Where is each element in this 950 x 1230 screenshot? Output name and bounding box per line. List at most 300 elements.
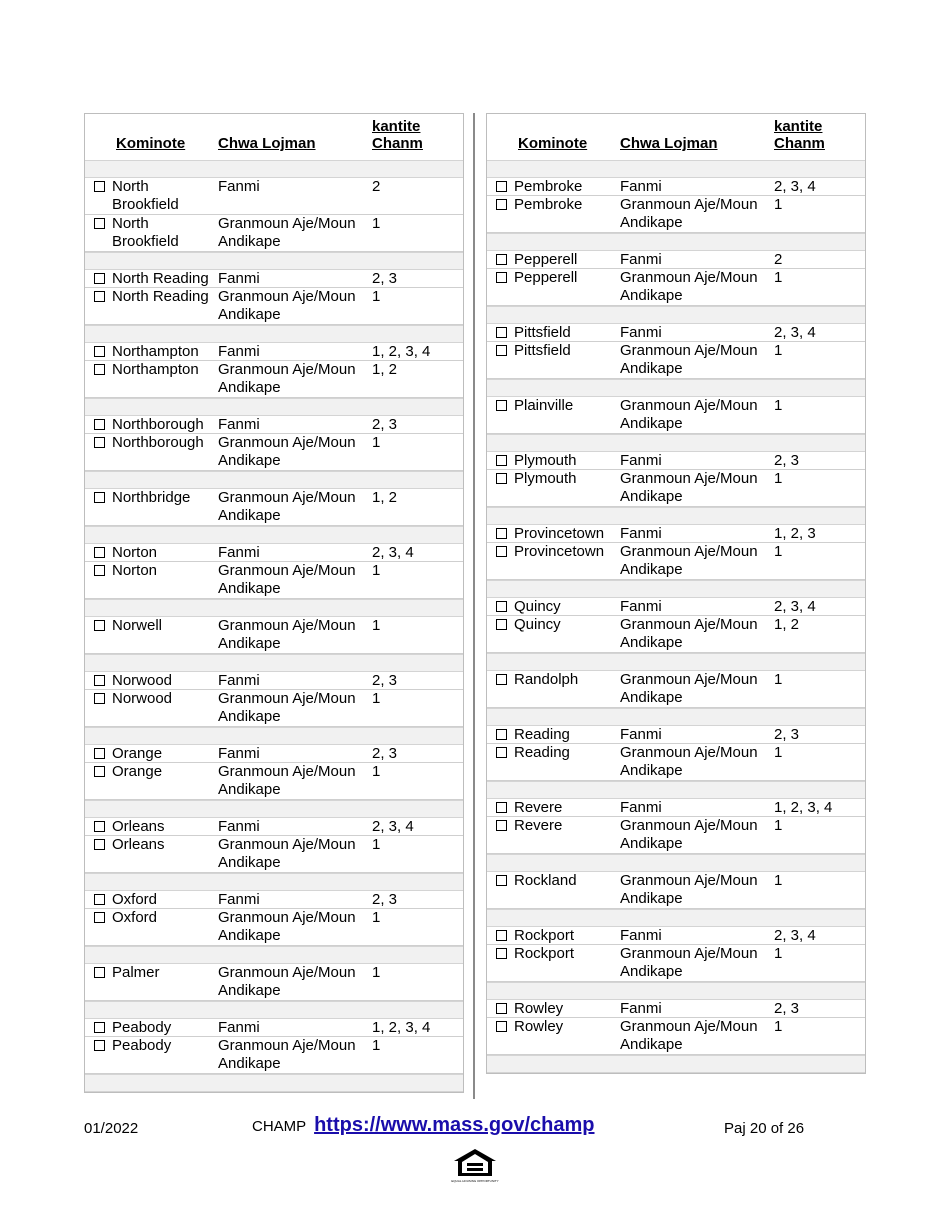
kominote-text: Plainville — [514, 397, 574, 414]
table-header — [85, 114, 463, 160]
separator-row — [85, 252, 463, 270]
cell-kantite-chanm: 1 — [774, 1018, 783, 1035]
cell-kantite-chanm: 1 — [372, 215, 381, 232]
cell-kantite-chanm: 1 — [774, 269, 783, 286]
header-kantite-chanm: kantite Chanm — [372, 118, 423, 152]
cell-kominote — [487, 872, 620, 908]
cell-kantite-chanm: 1, 2, 3, 4 — [372, 1019, 431, 1036]
checkbox[interactable] — [496, 875, 507, 886]
cell-kominote — [487, 799, 620, 816]
cell-chwa-lojman: Granmoun Aje/Moun Andikape — [620, 945, 758, 980]
checkbox[interactable] — [496, 674, 507, 685]
kominote-text: Randolph — [514, 671, 579, 688]
separator-row — [85, 727, 463, 745]
cell-chwa-lojman: Fanmi — [620, 178, 662, 195]
kominote-text: Revere — [514, 817, 563, 834]
cell-chwa-lojman: Fanmi — [218, 745, 260, 762]
table-header — [487, 114, 865, 160]
kominote-text: Quincy — [514, 598, 561, 615]
table-row — [85, 416, 463, 434]
table-row — [85, 270, 463, 288]
checkbox[interactable] — [94, 437, 105, 448]
cell-chwa-lojman: Granmoun Aje/Moun Andikape — [218, 434, 356, 469]
cell-kantite-chanm: 1 — [372, 836, 381, 853]
cell-kantite-chanm: 2, 3 — [774, 726, 800, 743]
kominote-text: Rockland — [514, 872, 577, 889]
table-row — [487, 251, 865, 269]
kominote-text: Reading — [514, 726, 570, 743]
separator-row — [487, 1055, 865, 1073]
header-chwa-lojman: Chwa Lojman — [218, 135, 316, 152]
cell-chwa-lojman: Granmoun Aje/Moun Andikape — [218, 909, 356, 944]
cell-kominote — [487, 616, 620, 652]
checkbox[interactable] — [94, 492, 105, 503]
separator-row — [487, 507, 865, 525]
kominote-text: Rowley — [514, 1000, 564, 1017]
cell-kantite-chanm: 1 — [372, 909, 381, 926]
table-row — [487, 470, 865, 507]
cell-kominote — [487, 178, 620, 195]
table-row — [85, 745, 463, 763]
cell-kominote — [85, 288, 218, 324]
cell-kominote — [487, 671, 620, 707]
cell-chwa-lojman: Fanmi — [218, 416, 260, 433]
cell-kominote — [85, 891, 218, 908]
cell-kantite-chanm: 2, 3 — [372, 416, 398, 433]
cell-chwa-lojman: Granmoun Aje/Moun Andikape — [218, 361, 356, 396]
cell-kominote — [487, 744, 620, 780]
header-kominote: Kominote — [116, 135, 186, 152]
checkbox[interactable] — [94, 675, 105, 686]
cell-chwa-lojman: Granmoun Aje/Moun Andikape — [620, 397, 758, 432]
kominote-text: Pittsfield — [514, 324, 571, 341]
table-row — [85, 763, 463, 800]
cell-kominote — [85, 361, 218, 397]
checkbox[interactable] — [94, 821, 105, 832]
kominote-text: Rockport — [514, 927, 575, 944]
cell-chwa-lojman: Granmoun Aje/Moun Andikape — [218, 836, 356, 871]
cell-chwa-lojman: Fanmi — [218, 818, 260, 835]
cell-chwa-lojman: Fanmi — [218, 270, 260, 287]
footer-date: 01/2022 — [84, 1120, 139, 1137]
cell-kominote — [487, 543, 620, 579]
kominote-text: Norwood — [112, 690, 173, 707]
cell-kantite-chanm: 2, 3, 4 — [774, 598, 816, 615]
cell-kominote — [487, 945, 620, 981]
separator-row — [487, 233, 865, 251]
cell-chwa-lojman: Fanmi — [620, 324, 662, 341]
separator-row — [487, 434, 865, 452]
cell-kominote — [85, 178, 218, 214]
kominote-text: North Brookfield — [112, 215, 179, 250]
kominote-text: Northborough — [112, 416, 204, 433]
kominote-text: North Reading — [112, 270, 209, 287]
kominote-text: Norwell — [112, 617, 163, 634]
checkbox[interactable] — [496, 1003, 507, 1014]
cell-chwa-lojman: Granmoun Aje/Moun Andikape — [620, 543, 758, 578]
cell-kominote — [487, 452, 620, 469]
cell-kantite-chanm: 1 — [774, 945, 783, 962]
checkbox[interactable] — [94, 218, 105, 229]
separator-row — [487, 306, 865, 324]
checkbox[interactable] — [94, 419, 105, 430]
page-number: Paj 20 of 26 — [724, 1120, 805, 1137]
cell-kantite-chanm: 1, 2 — [774, 616, 800, 633]
kominote-text: Orleans — [112, 836, 165, 853]
table-row — [487, 397, 865, 434]
checkbox[interactable] — [496, 619, 507, 630]
cell-chwa-lojman: Granmoun Aje/Moun Andikape — [218, 288, 356, 323]
cell-kominote — [487, 1018, 620, 1054]
cell-kominote — [85, 617, 218, 653]
cell-chwa-lojman: Granmoun Aje/Moun Andikape — [218, 489, 356, 524]
kominote-text: Norwood — [112, 672, 173, 689]
checkbox[interactable] — [496, 546, 507, 557]
checkbox[interactable] — [94, 346, 105, 357]
kominote-text: Pembroke — [514, 178, 583, 195]
table-row — [487, 927, 865, 945]
cell-kominote — [487, 817, 620, 853]
cell-chwa-lojman: Granmoun Aje/Moun Andikape — [218, 215, 356, 250]
table-row — [487, 744, 865, 781]
cell-chwa-lojman: Granmoun Aje/Moun Andikape — [620, 470, 758, 505]
checkbox[interactable] — [496, 930, 507, 941]
cell-chwa-lojman: Fanmi — [620, 452, 662, 469]
separator-row — [85, 526, 463, 544]
cell-kantite-chanm: 2, 3 — [372, 270, 398, 287]
cell-chwa-lojman: Fanmi — [218, 544, 260, 561]
kominote-text: Norton — [112, 544, 158, 561]
cell-chwa-lojman: Fanmi — [620, 799, 662, 816]
table-row — [487, 269, 865, 306]
checkbox[interactable] — [496, 455, 507, 466]
cell-kantite-chanm: 1 — [774, 543, 783, 560]
checkbox[interactable] — [94, 547, 105, 558]
cell-kominote — [85, 562, 218, 598]
kominote-text: North Reading — [112, 288, 209, 305]
cell-chwa-lojman: Fanmi — [218, 343, 260, 360]
table-right — [486, 113, 866, 1074]
kominote-text: Rowley — [514, 1018, 564, 1035]
checkbox[interactable] — [94, 273, 105, 284]
table-row — [487, 1000, 865, 1018]
cell-kominote — [85, 544, 218, 561]
cell-chwa-lojman: Fanmi — [620, 525, 662, 542]
cell-kantite-chanm: 1 — [372, 434, 381, 451]
cell-kantite-chanm: 1 — [372, 964, 381, 981]
cell-kantite-chanm: 1 — [774, 744, 783, 761]
checkbox[interactable] — [496, 199, 507, 210]
kominote-text: Northborough — [112, 434, 204, 451]
cell-chwa-lojman: Granmoun Aje/Moun Andikape — [620, 342, 758, 377]
separator-row — [85, 946, 463, 964]
checkbox[interactable] — [94, 1040, 105, 1051]
checkbox[interactable] — [94, 620, 105, 631]
checkbox[interactable] — [496, 254, 507, 265]
separator-row — [85, 800, 463, 818]
checkbox[interactable] — [94, 839, 105, 850]
checkbox[interactable] — [496, 601, 507, 612]
kominote-text: Quincy — [514, 616, 561, 633]
cell-kantite-chanm: 2, 3, 4 — [372, 818, 414, 835]
cell-kominote — [487, 196, 620, 232]
cell-kantite-chanm: 2, 3, 4 — [774, 324, 816, 341]
table-row — [85, 1037, 463, 1074]
cell-kantite-chanm: 1 — [774, 872, 783, 889]
checkbox[interactable] — [496, 802, 507, 813]
cell-kominote — [85, 416, 218, 433]
cell-chwa-lojman: Fanmi — [620, 598, 662, 615]
table-row — [85, 178, 463, 215]
cell-chwa-lojman: Granmoun Aje/Moun Andikape — [218, 964, 356, 999]
kominote-text: Palmer — [112, 964, 160, 981]
header-kominote: Kominote — [518, 135, 588, 152]
checkbox[interactable] — [94, 1022, 105, 1033]
cell-kantite-chanm: 2, 3 — [372, 891, 398, 908]
cell-kominote — [487, 598, 620, 615]
separator-row — [85, 654, 463, 672]
table-row — [487, 525, 865, 543]
cell-kantite-chanm: 2, 3, 4 — [774, 927, 816, 944]
cell-kantite-chanm: 1, 2, 3, 4 — [372, 343, 431, 360]
checkbox[interactable] — [94, 967, 105, 978]
kominote-text: Orange — [112, 745, 163, 762]
kominote-text: Reading — [514, 744, 570, 761]
table-row — [85, 909, 463, 946]
separator-row — [487, 781, 865, 799]
table-row — [487, 1018, 865, 1055]
table-row — [487, 324, 865, 342]
table-row — [85, 891, 463, 909]
checkbox[interactable] — [496, 1021, 507, 1032]
cell-kantite-chanm: 1, 2, 3 — [774, 525, 816, 542]
kominote-text: Oxford — [112, 909, 158, 926]
checkbox[interactable] — [94, 565, 105, 576]
cell-kominote — [487, 342, 620, 378]
cell-kominote — [487, 927, 620, 944]
cell-kantite-chanm: 1 — [774, 470, 783, 487]
table-body — [85, 160, 463, 1092]
champ-link[interactable]: https://www.mass.gov/champ — [314, 1114, 595, 1136]
checkbox[interactable] — [94, 364, 105, 375]
separator-row — [487, 580, 865, 598]
separator-row — [85, 873, 463, 891]
checkbox[interactable] — [496, 820, 507, 831]
cell-chwa-lojman: Granmoun Aje/Moun Andikape — [218, 617, 356, 652]
checkbox[interactable] — [496, 747, 507, 758]
separator-row — [85, 325, 463, 343]
cell-kantite-chanm: 2 — [372, 178, 381, 195]
cell-kominote — [85, 909, 218, 945]
cell-kantite-chanm: 1 — [774, 671, 783, 688]
table-row — [85, 964, 463, 1001]
cell-chwa-lojman: Fanmi — [620, 1000, 662, 1017]
table-row — [487, 196, 865, 233]
cell-chwa-lojman: Granmoun Aje/Moun Andikape — [620, 269, 758, 304]
cell-chwa-lojman: Granmoun Aje/Moun Andikape — [620, 671, 758, 706]
cell-chwa-lojman: Granmoun Aje/Moun Andikape — [218, 562, 356, 597]
cell-chwa-lojman: Granmoun Aje/Moun Andikape — [218, 1037, 356, 1072]
cell-kantite-chanm: 1, 2, 3, 4 — [774, 799, 833, 816]
cell-chwa-lojman: Granmoun Aje/Moun Andikape — [620, 616, 758, 651]
kominote-text: Peabody — [112, 1037, 172, 1054]
cell-kominote — [85, 964, 218, 1000]
cell-kominote — [85, 434, 218, 470]
cell-kominote — [85, 836, 218, 872]
separator-row — [85, 471, 463, 489]
cell-kominote — [487, 324, 620, 341]
kominote-text: Plymouth — [514, 470, 577, 487]
table-row — [487, 726, 865, 744]
kominote-text: Rockport — [514, 945, 575, 962]
cell-kominote — [487, 269, 620, 305]
cell-kantite-chanm: 1 — [372, 288, 381, 305]
checkbox[interactable] — [94, 894, 105, 905]
cell-kominote — [487, 397, 620, 433]
checkbox[interactable] — [496, 327, 507, 338]
checkbox[interactable] — [496, 272, 507, 283]
kominote-text: Pepperell — [514, 269, 578, 286]
header-chwa-lojman: Chwa Lojman — [620, 135, 718, 152]
cell-kominote — [85, 672, 218, 689]
kominote-text: Norton — [112, 562, 158, 579]
table-row — [85, 343, 463, 361]
cell-kominote — [85, 343, 218, 360]
cell-kantite-chanm: 2, 3 — [774, 452, 800, 469]
kominote-text: Northbridge — [112, 489, 191, 506]
kominote-text: Provincetown — [514, 525, 605, 542]
cell-chwa-lojman: Fanmi — [620, 927, 662, 944]
cell-kominote — [85, 818, 218, 835]
kominote-text: Provincetown — [514, 543, 605, 560]
cell-kantite-chanm: 1 — [774, 196, 783, 213]
cell-kominote — [487, 1000, 620, 1017]
table-row — [487, 872, 865, 909]
separator-row — [85, 1074, 463, 1092]
cell-kantite-chanm: 2, 3 — [372, 672, 398, 689]
checkbox[interactable] — [496, 181, 507, 192]
checkbox[interactable] — [94, 291, 105, 302]
separator-row — [487, 909, 865, 927]
separator-row — [487, 160, 865, 178]
checkbox[interactable] — [94, 912, 105, 923]
cell-kantite-chanm: 1 — [372, 562, 381, 579]
table-row — [85, 836, 463, 873]
cell-chwa-lojman: Granmoun Aje/Moun Andikape — [620, 1018, 758, 1053]
cell-kominote — [85, 1037, 218, 1073]
separator-row — [487, 982, 865, 1000]
checkbox[interactable] — [496, 948, 507, 959]
table-row — [85, 215, 463, 252]
table-row — [487, 178, 865, 196]
kominote-text: North Brookfield — [112, 178, 179, 213]
cell-chwa-lojman: Fanmi — [218, 891, 260, 908]
cell-kantite-chanm: 2, 3, 4 — [774, 178, 816, 195]
table-row — [85, 361, 463, 398]
separator-row — [85, 599, 463, 617]
table-row — [487, 817, 865, 854]
footer-champ — [252, 1114, 595, 1137]
kominote-text: Pepperell — [514, 251, 578, 268]
table-row — [85, 434, 463, 471]
cell-kominote — [487, 470, 620, 506]
cell-chwa-lojman: Granmoun Aje/Moun Andikape — [620, 872, 758, 907]
cell-kominote — [85, 763, 218, 799]
checkbox[interactable] — [94, 748, 105, 759]
cell-kantite-chanm: 1 — [372, 617, 381, 634]
cell-kantite-chanm: 2, 3 — [774, 1000, 800, 1017]
separator-row — [85, 160, 463, 178]
cell-chwa-lojman: Fanmi — [218, 672, 260, 689]
table-row — [85, 617, 463, 654]
cell-kantite-chanm: 1 — [774, 397, 783, 414]
kominote-text: Pittsfield — [514, 342, 571, 359]
checkbox[interactable] — [94, 693, 105, 704]
table-row — [85, 288, 463, 325]
cell-kantite-chanm: 2, 3, 4 — [372, 544, 414, 561]
cell-kantite-chanm: 2, 3 — [372, 745, 398, 762]
checkbox[interactable] — [496, 345, 507, 356]
separator-row — [487, 708, 865, 726]
table-row — [85, 818, 463, 836]
table-row — [487, 543, 865, 580]
table-row — [487, 799, 865, 817]
separator-row — [487, 379, 865, 397]
cell-kominote — [85, 1019, 218, 1036]
separator-row — [487, 653, 865, 671]
table-row — [85, 1019, 463, 1037]
cell-kantite-chanm: 1, 2 — [372, 361, 398, 378]
table-row — [85, 544, 463, 562]
checkbox[interactable] — [496, 400, 507, 411]
table-body — [487, 160, 865, 1073]
table-row — [487, 452, 865, 470]
checkbox[interactable] — [496, 473, 507, 484]
cell-chwa-lojman: Fanmi — [218, 178, 260, 195]
kominote-text: Plymouth — [514, 452, 577, 469]
table-row — [487, 616, 865, 653]
table-row — [487, 945, 865, 982]
table-row — [85, 562, 463, 599]
header-kantite-chanm: kantite Chanm — [774, 118, 825, 152]
cell-kominote — [85, 690, 218, 726]
table-left — [84, 113, 464, 1093]
cell-kantite-chanm: 1 — [774, 342, 783, 359]
cell-chwa-lojman: Fanmi — [218, 1019, 260, 1036]
kominote-text: Orange — [112, 763, 163, 780]
kominote-text: Revere — [514, 799, 563, 816]
cell-chwa-lojman: Fanmi — [620, 251, 662, 268]
cell-chwa-lojman: Granmoun Aje/Moun Andikape — [620, 196, 758, 231]
cell-kantite-chanm: 1, 2 — [372, 489, 398, 506]
separator-row — [487, 854, 865, 872]
cell-kominote — [85, 270, 218, 287]
checkbox[interactable] — [94, 766, 105, 777]
cell-kominote — [487, 726, 620, 743]
checkbox[interactable] — [496, 528, 507, 539]
kominote-text: Northampton — [112, 343, 199, 360]
cell-kantite-chanm: 1 — [372, 1037, 381, 1054]
checkbox[interactable] — [496, 729, 507, 740]
cell-kantite-chanm: 1 — [774, 817, 783, 834]
cell-kantite-chanm: 2 — [774, 251, 783, 268]
champ-label: CHAMP — [252, 1118, 306, 1135]
kominote-text: Northampton — [112, 361, 199, 378]
checkbox[interactable] — [94, 181, 105, 192]
column-divider — [473, 113, 475, 1099]
kominote-text: Oxford — [112, 891, 158, 908]
cell-kantite-chanm: 1 — [372, 763, 381, 780]
